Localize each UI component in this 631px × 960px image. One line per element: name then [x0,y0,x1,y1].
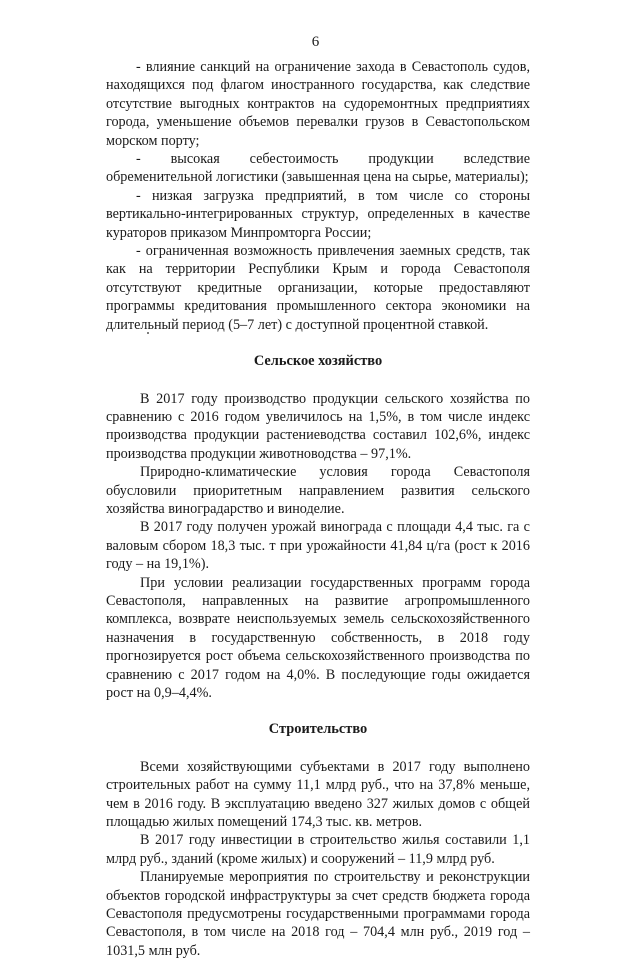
agriculture-paragraph: В 2017 году производство продукции сельского хозяйства по сравнению с 2016 годом увеличилось на 1,5%, в том числе индекс производства продукции растениеводства составил 102,6%, индекс производства продукции животноводства – 97,1%. [106,390,530,462]
bullet-credit: - ограниченная возможность привлечения заемных средств, так как на территории Республики Крым и города Севастополя отсутствуют кредитные организации, которые предоставляют программы кредитования промышленного сектора экономики на длительный период (5–7 лет) с доступной процентной ставкой. [106,243,530,333]
construction-paragraph: В 2017 году инвестиции в строительство жилья составили 1,1 млрд руб., зданий (кроме жилых) и сооружений – 11,9 млрд руб. [106,832,530,867]
section-heading-construction: Строительство [268,721,368,738]
agriculture-paragraph: В 2017 году получен урожай винограда с площади 4,4 тыс. га с валовым сбором 18,3 тыс. т при урожайности 41,84 ц/га (рост к 2016 году – на 19,1%). [106,519,530,573]
agriculture-paragraph: При условии реализации государственных программ города Севастополя, направленных на развитие агропромышленного комплекса, возврате неиспользуемых земель сельскохозяйственного назначения в государственную собственность, в 2018 году прогнозируется рост объема сельскохозяйственного производства по сравнению с 2017 годом на 4,0%. В последующие годы ожидается рост на 0,9–4,4%. [106,574,530,701]
bullet-low-load: - низкая загрузка предприятий, в том числе со стороны вертикально-интегрированных структур, определенных в качестве кураторов приказом Минпромторга России; [106,187,530,241]
bullet-sanctions: - влияние санкций на ограничение захода в Севастополь судов, находящихся под флагом иностранного государства, как следствие отсутствие выгодных контрактов на судоремонтных предприятиях города, уменьшение объемов перевалки грузов в Севастопольском морском порту; [106,59,530,149]
page-number: 6 [311,34,320,50]
agriculture-paragraph: Природно-климатические условия города Севастополя обусловили приоритетным направлением развития сельского хозяйства виноградарство и виноделие. [106,464,530,517]
construction-paragraph: Планируемые мероприятия по строительству и реконструкции объектов городской инфраструктуры за счет средств бюджета города Севастополя предусмотрены государственными программами города Севастополя, в том числе на 2018 год – 704,4 млн руб., 2019 год – 1031,5 млн руб. [106,869,530,959]
section-heading-agriculture: Сельское хозяйство [253,353,383,370]
construction-paragraph: Всеми хозяйствующими субъектами в 2017 году выполнено строительных работ на сумму 11,1 млрд руб., что на 37,8% меньше, чем в 2016 году. В эксплуатацию введено 327 жилых домов с общей площадью жилых помещений 174,3 тыс. кв. метров. [106,758,530,831]
bullet-logistics: - высокая себестоимость продукции вследствие обременительной логистики (завышенная цена на сырье, материалы); [106,151,530,186]
page-body [106,58,530,960]
